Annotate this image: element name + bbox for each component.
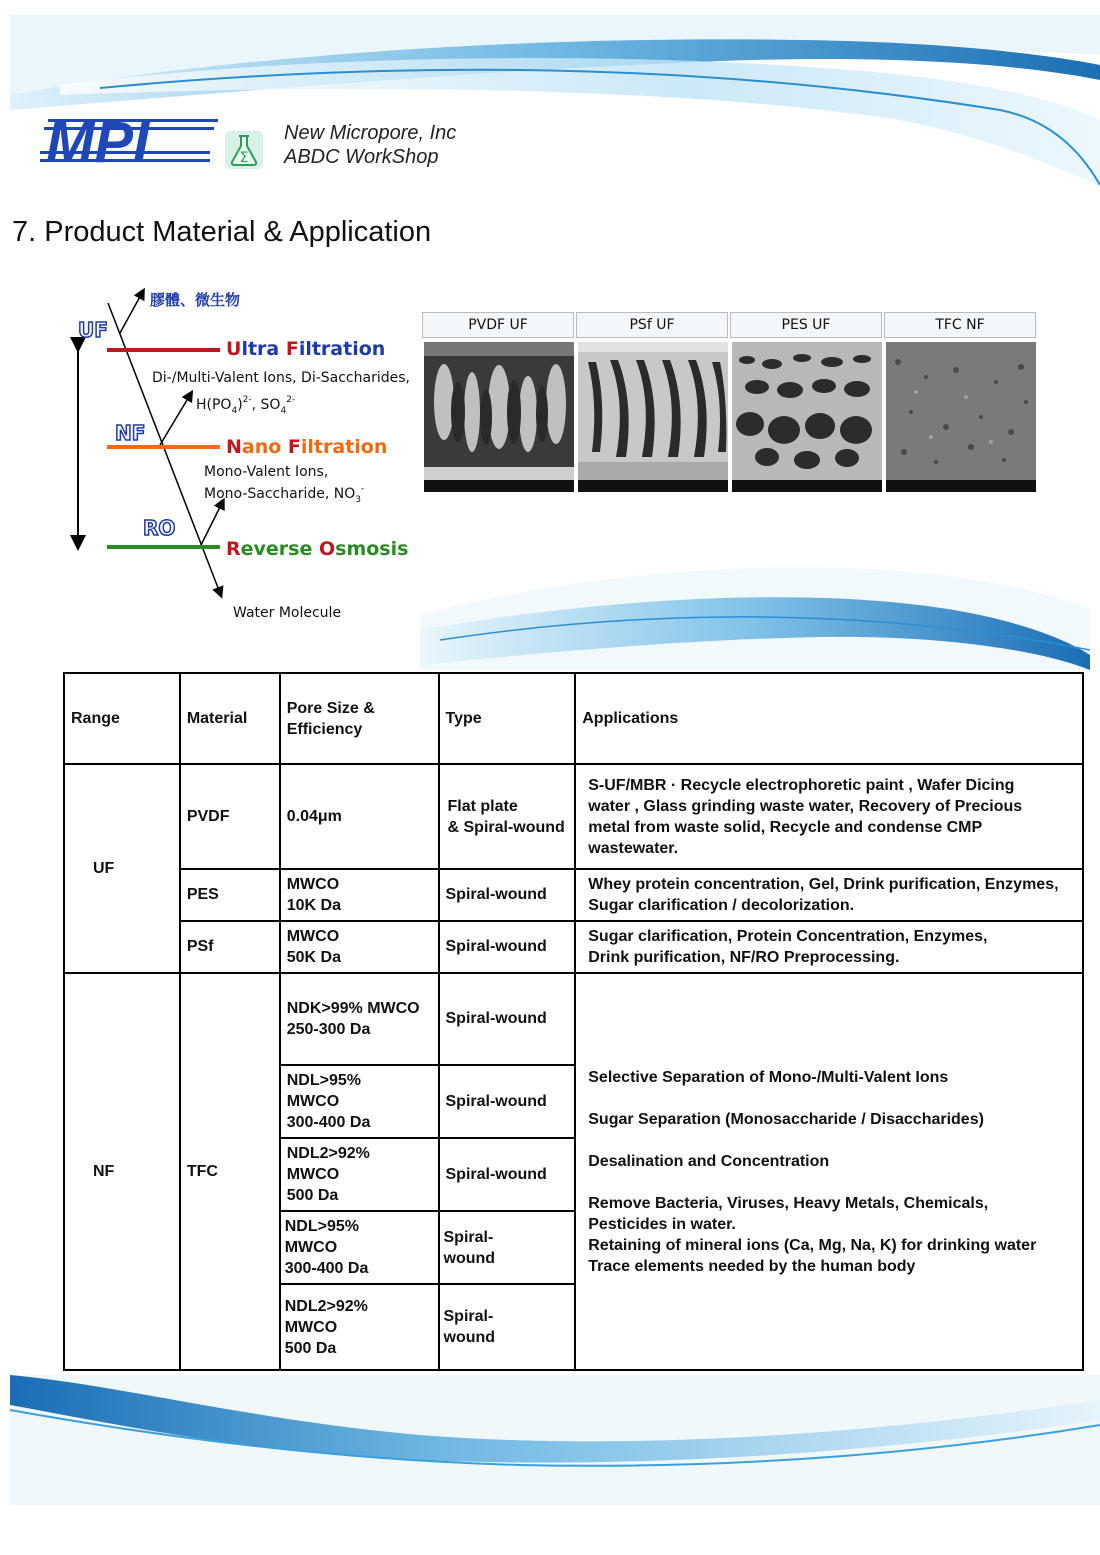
pore-cell: NDL2>92% MWCO 500 Da — [280, 1284, 439, 1370]
range-cell-nf: NF — [64, 973, 180, 1370]
nf-label: Nano Filtration — [226, 436, 388, 458]
pore-cell: 0.04μm — [280, 764, 439, 869]
type-cell: Spiral-wound — [439, 869, 576, 921]
range-cell-uf: UF — [64, 764, 180, 973]
svg-text:Σ: Σ — [239, 150, 249, 166]
material-cell: PSf — [180, 921, 280, 973]
ro-tag: RO — [143, 516, 176, 540]
type-cell: Spiral-wound — [439, 921, 576, 973]
uf-ions-formula: $H(PO_4)^{2-}$, $SO_4^{2-}$ — [196, 395, 296, 416]
type-cell: Flat plate & Spiral-wound — [439, 764, 576, 869]
uf-tag: UF — [78, 318, 108, 342]
table-header-row — [64, 673, 1083, 764]
header-material: Material — [180, 673, 280, 764]
sem-label-pvdf: PVDF UF — [422, 312, 574, 338]
applications-cell: Whey protein concentration, Gel, Drink purification, Enzymes, Sugar clarification / decolorization. — [575, 869, 1083, 921]
water-molecule-label: Water Molecule — [233, 605, 342, 621]
applications-cell: Sugar clarification, Protein Concentration, Enzymes, Drink purification, NF/RO Preprocessing. — [575, 921, 1083, 973]
nf-app-item: Desalination and Concentration — [588, 1152, 830, 1170]
mpi-logo — [40, 115, 220, 167]
pore-cell: NDK>99% MWCO 250-300 Da — [280, 973, 439, 1065]
sem-label-pes: PES UF — [730, 312, 882, 338]
pore-cell: NDL2>92% MWCO 500 Da — [280, 1138, 439, 1211]
sem-image-psf — [578, 342, 728, 492]
pore-cell: MWCO 50K Da — [280, 921, 439, 973]
sem-image-panel — [422, 312, 1036, 492]
type-cell: Spiral- wound — [439, 1284, 576, 1370]
uf-label: Ultra Filtration — [226, 338, 386, 360]
ro-label: Reverse Osmosis — [226, 538, 409, 560]
middle-wave-graphic — [420, 555, 1090, 670]
filtration-spectrum-diagram — [60, 285, 420, 630]
header-range: Range — [64, 673, 180, 764]
pore-cell: NDL>95% MWCO 300-400 Da — [280, 1211, 439, 1284]
type-cell: Spiral-wound — [439, 1065, 576, 1138]
uf-ions-text: Di-/Multi-Valent Ions, Di-Saccharides, — [152, 370, 410, 386]
table-row — [64, 764, 1083, 869]
header-type: Type — [439, 673, 576, 764]
nf-ions-text-2: Mono-Saccharide, $NO_3^-$ — [204, 484, 365, 505]
material-cell: PVDF — [180, 764, 280, 869]
pore-cell: NDL>95% MWCO 300-400 Da — [280, 1065, 439, 1138]
sem-image-tfc — [886, 342, 1036, 492]
nf-applications-cell — [575, 973, 1083, 1370]
sem-image-pes — [732, 342, 882, 492]
table-row — [64, 869, 1083, 921]
flask-sigma-icon — [224, 130, 264, 170]
type-cell: Spiral-wound — [439, 973, 576, 1065]
company-block — [284, 121, 456, 169]
sem-image-pvdf — [424, 342, 574, 492]
nf-app-item: Selective Separation of Mono-/Multi-Valent Ions — [588, 1068, 949, 1086]
pore-cell: MWCO 10K Da — [280, 869, 439, 921]
footer-wave-graphic — [0, 1365, 1100, 1555]
page-title: 7. Product Material & Application — [12, 216, 432, 248]
header-applications: Applications — [575, 673, 1083, 764]
product-spec-table — [63, 672, 1084, 1371]
material-cell: PES — [180, 869, 280, 921]
sem-label-psf: PSf UF — [576, 312, 728, 338]
material-cell-tfc: TFC — [180, 973, 280, 1370]
nf-app-item: Sugar Separation (Monosaccharide / Disaccharides) — [588, 1110, 984, 1128]
applications-cell: S-UF/MBR · Recycle electrophoretic paint , Wafer Dicing water , Glass grinding waste water, Recovery of Precious metal from waste solid, Recycle and condense CMP wastewater. — [575, 764, 1083, 869]
logo-text: MPI — [46, 115, 150, 167]
type-cell: Spiral-wound — [439, 1138, 576, 1211]
nf-app-item: Remove Bacteria, Viruses, Heavy Metals, Chemicals, Pesticides in water. Retaining of mineral ions (Ca, Mg, Na, K) for drinking water Trace elements needed by the human body — [588, 1194, 1037, 1275]
header-pore-size: Pore Size & Efficiency — [280, 673, 439, 764]
nf-tag: NF — [115, 421, 146, 445]
company-name: New Micropore, Inc — [284, 122, 457, 144]
company-sub: ABDC WorkShop — [284, 146, 439, 168]
header-wave-graphic — [0, 0, 1100, 200]
nf-ions-text-1: Mono-Valent Ions, — [204, 464, 329, 480]
type-cell: Spiral- wound — [439, 1211, 576, 1284]
table-row — [64, 921, 1083, 973]
colloid-label: 膠體、微生物 — [150, 291, 241, 309]
sem-label-tfc: TFC NF — [884, 312, 1036, 338]
table-row — [64, 973, 1083, 1065]
